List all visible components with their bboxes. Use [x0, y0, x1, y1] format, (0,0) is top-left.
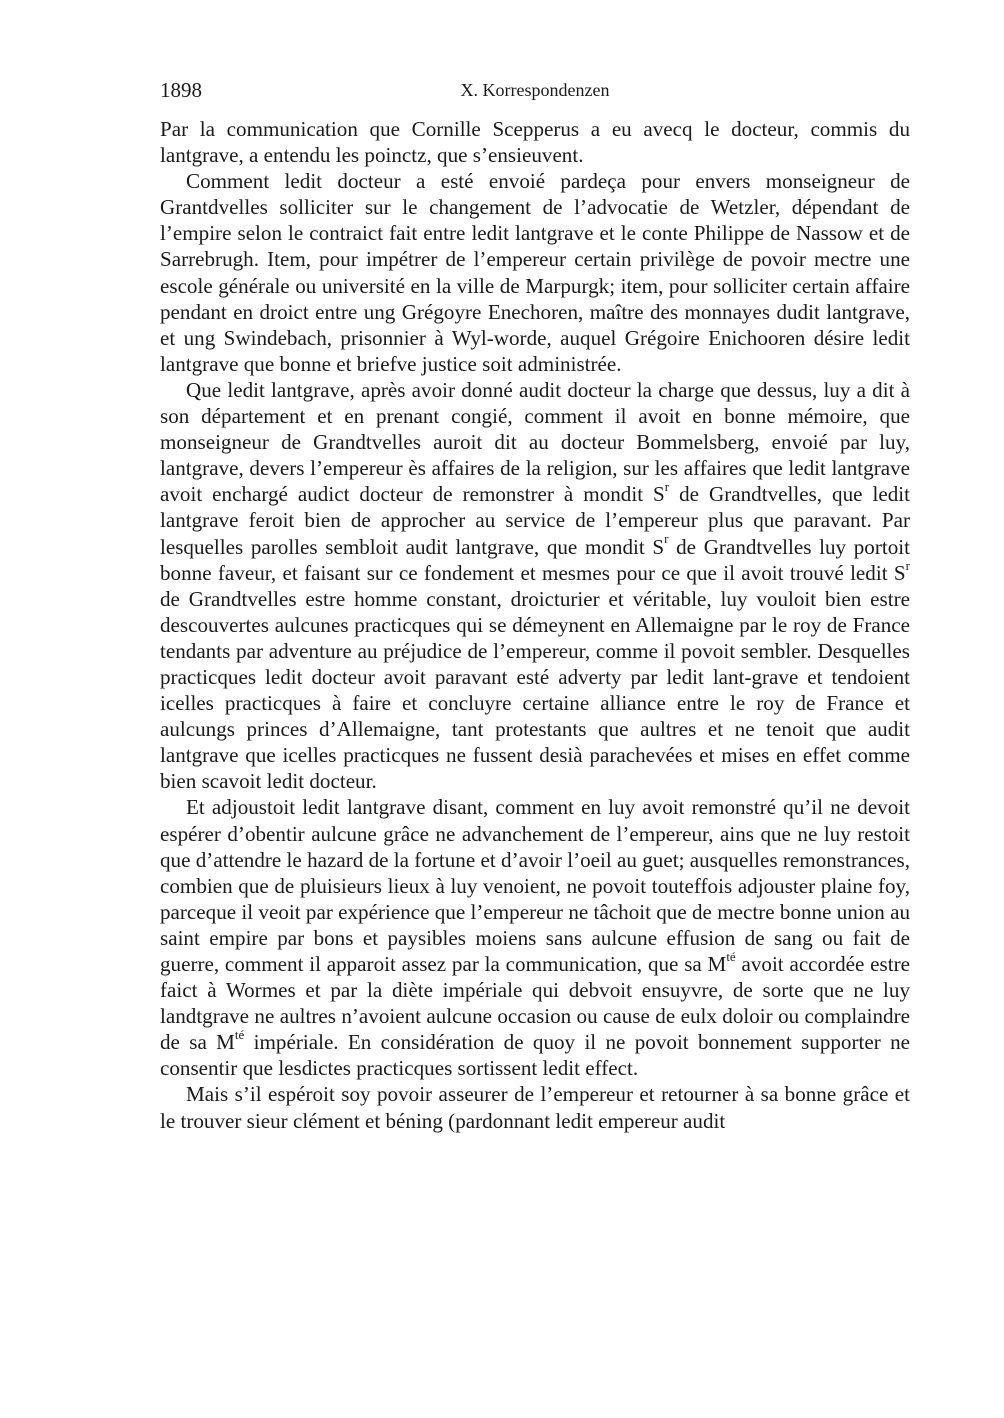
superscript: r [905, 557, 910, 573]
page [160, 78, 910, 1134]
paragraph-1: Par la communication que Cornille Scepperus a eu avecq le docteur, commis du lantgrave, a entendu les poinctz, que s’ensieuvent. [160, 117, 910, 168]
superscript: té [234, 1027, 245, 1043]
paragraph-2: Comment ledit docteur a esté envoié pardeça pour envers monseigneur de Grantdvelles solliciter sur le changement de l’advocatie de Wetzler, dépendant de l’empire selon le contraict fait entre ledit lantgrave et le conte Philippe de Nassow et de Sarrebrugh. Item, pour impétrer de l’empereur certain privilège de povoir mectre une escole générale ou université en la ville de Marpurgk; item, pour solliciter certain affaire pendant en droict entre ung Grégoyre Enechoren, maître des monnayes dudit lantgrave, et ung Swindebach, prisonnier à Wyl-worde, auquel Grégoire Enichooren désire ledit lantgrave que bonne et briefve justice soit administrée. [160, 169, 910, 376]
paragraph-5: Mais s’il espéroit soy povoir asseurer de l’empereur et retourner à sa bonne grâce et le trouver sieur clément et béning (pardonnant ledit empereur audit [160, 1082, 910, 1133]
superscript: r [664, 531, 669, 547]
paragraph-3-text: de Grandtvelles luy portoit bonne faveur, et faisant sur ce fondement et mesmes pour ce que il avoit trouvé ledit S [160, 534, 910, 585]
page-header [160, 78, 910, 108]
paragraph-3-text: de Grandtvelles estre homme constant, droicturier et véritable, luy vouloit bien estre descouvertes aulcunes practicques qui se démeynent en Allemaigne par le roy de France tendants par adventure au préjudice de l’empereur, comme il povoit sembler. Desquelles practicques ledit docteur avoit paravant esté adverty par ledit lant-grave et tendoient icelles practicques à faire et concluyre certaine alliance entre le roy de France et aulcungs princes d’Allemaigne, tant protestants que aultres et ne tenoit que audit lantgrave que icelles practicques ne fussent desià parachevées et mises en effet comme bien scavoit ledit docteur. [160, 586, 910, 794]
superscript: r [664, 479, 670, 495]
paragraph-4 [160, 794, 910, 1081]
paragraph-3-text: de Grandtvelles, que ledit lantgrave feroit bien de approcher au service de l’empereur plus que paravant. Par lesquelles parolles sembloit audit lantgrave, que mondit S [160, 482, 910, 559]
page-number: 1898 [160, 78, 202, 102]
paragraph-3 [160, 377, 910, 795]
paragraph-4-text: Et adjoustoit ledit lantgrave disant, comment en luy avoit remonstré qu’il ne devoit espérer d’obentir aulcune grâce ne advanchement de l’empereur, ains que ne luy restoit que d’attendre le hazard de la fortune et d’avoir l’oeil au guet; ausquelles remonstrances, combien que de pluisieurs lieux à luy venoient, ne povoit touteffois adjouster plaine foy, parceque il veoit par expérience que l’empereur ne tâchoit que de mectre bonne union au saint empire par bons et paysibles moiens sans aulcune effusion de sang ou fait de guerre, comment il apparoit assez par la communication, que sa M [160, 795, 910, 976]
paragraph-4-text: avoit accordée estre faict à Wormes et par la diète impériale qui debvoit ensuyvre, de sorte que ne luy landtgrave ne aultres n’avoient aulcune occasion ou cause de eulx doloir ou complaindre de sa M [160, 952, 910, 1055]
paragraph-3-text: Que ledit lantgrave, après avoir donné audit docteur la charge que dessus, luy a dit à son département et en prenant congié, comment il avoit en bonne mémoire, que monseigneur de Grandtvelles auroit dit au docteur Bommelsberg, envoié par luy, lantgrave, devers l’empereur ès affaires de la religion, sur les affaires que ledit lantgrave avoit enchargé audict docteur de remonstrer à mondit S [160, 377, 910, 507]
running-title: X. Korrespondenzen [460, 80, 610, 100]
body-text [160, 116, 910, 1134]
paragraph-4-text: impériale. En considération de quoy il ne povoit bonnement supporter ne consentir que lesdictes practicques sortissent ledit effect. [160, 1030, 910, 1081]
superscript: té [726, 948, 736, 964]
